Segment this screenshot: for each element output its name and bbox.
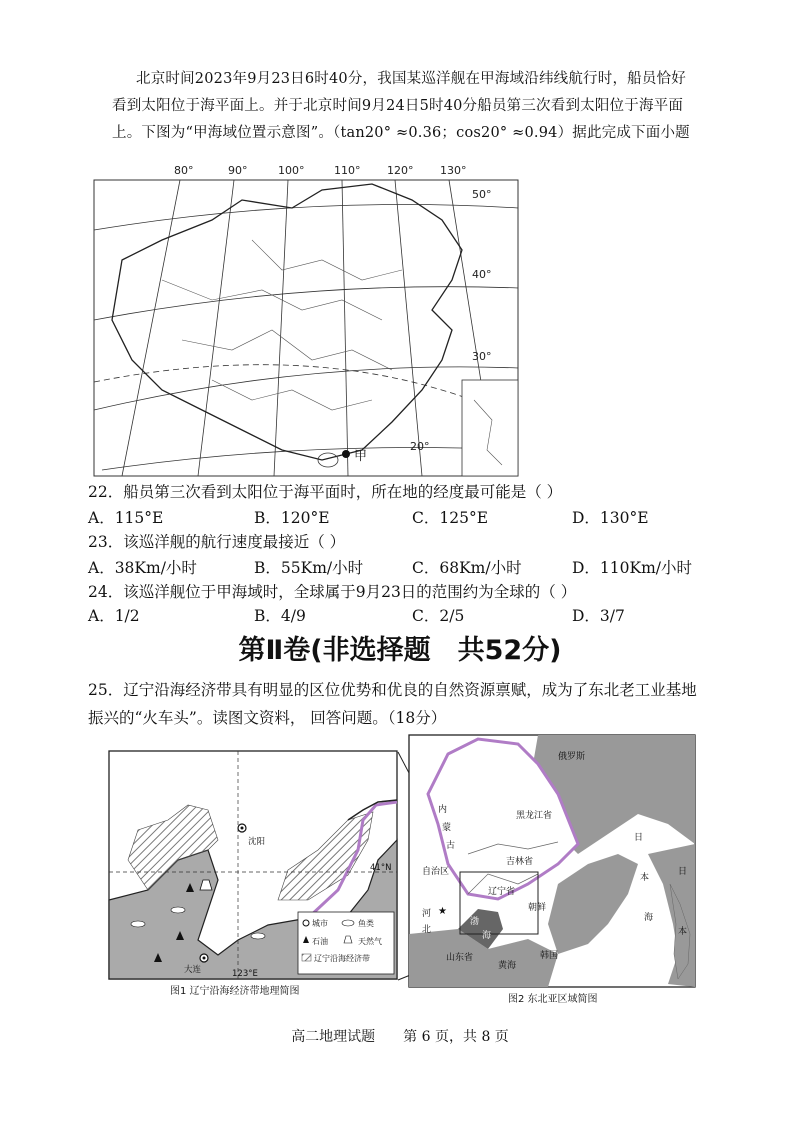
question-25-stem: 25．辽宁沿海经济带具有明显的区位优势和优良的自然资源禀赋，成为了东北老工业基地振兴的“火车头”。读图文资料， 回答问题。（18分） <box>88 681 697 727</box>
legend-gas: 天然气 <box>358 937 382 946</box>
label-heilongjiang: 黑龙江省 <box>516 811 553 821</box>
lat-label-50: 50° <box>472 188 492 201</box>
label-japan-1: 日 <box>678 867 688 877</box>
label-huanghai: 黄海 <box>498 961 517 971</box>
point-jia-label: 甲 <box>354 449 368 464</box>
question-24-option-c[interactable]: C．2/5 <box>412 607 465 625</box>
question-23-option-a[interactable]: A．38Km/小时 <box>88 559 197 577</box>
city-shenyang: 沈阳 <box>248 837 266 847</box>
question-22-option-c[interactable]: C．125°E <box>412 509 489 527</box>
question-24-stem: 24．该巡洋舰位于甲海域时，全球属于9月23日的范围约为全球的（ ） <box>88 583 577 601</box>
question-22-option-b[interactable]: B．120°E <box>254 509 330 527</box>
label-chaoxian: 朝鲜 <box>528 903 547 913</box>
city-dalian: 大连 <box>184 965 202 975</box>
label-sea-of-japan-3: 海 <box>644 913 654 923</box>
legend-belt: 辽宁沿海经济带 <box>314 954 370 963</box>
fig1-caption: 图1 辽宁沿海经济带地理简图 <box>170 986 300 997</box>
question-24-option-a[interactable]: A．1/2 <box>88 607 140 625</box>
label-hebei-1: 河 <box>422 909 432 919</box>
lon-label-110: 110° <box>334 164 361 177</box>
question-24-option-d[interactable]: D．3/7 <box>572 607 625 625</box>
label-neimeng-3: 古 <box>446 841 456 851</box>
lon-label-120: 120° <box>387 164 414 177</box>
label-jilin: 吉林省 <box>506 857 534 867</box>
label-hebei-2: 北 <box>422 925 432 935</box>
lat-label-20: 20° <box>410 440 430 453</box>
legend-oil: 石油 <box>312 937 328 946</box>
question-22-option-d[interactable]: D．130°E <box>572 509 649 527</box>
northeast-asia-map <box>408 734 698 1014</box>
liaoning-coastal-map <box>108 750 398 1000</box>
lat-41n: 41°N <box>370 863 392 873</box>
label-neimeng-4: 自治区 <box>422 867 450 877</box>
page-footer: 高二地理试题 第 6 页，共 8 页 <box>291 1029 509 1045</box>
label-russia: 俄罗斯 <box>558 752 586 762</box>
label-bohai-2: 海 <box>482 931 492 941</box>
label-sea-of-japan-1: 日 <box>634 833 644 843</box>
label-japan-2: 本 <box>678 927 688 937</box>
sea-location-map <box>92 160 522 478</box>
question-23-stem: 23．该巡洋舰的航行速度最接近（ ） <box>88 533 346 551</box>
lat-label-30: 30° <box>472 350 492 363</box>
lon-123e: 123°E <box>232 969 258 979</box>
label-bohai-1: 渤 <box>470 917 480 927</box>
question-22-option-a[interactable]: A．115°E <box>88 509 164 527</box>
label-sea-of-japan-2: 本 <box>640 873 650 883</box>
question-24-option-b[interactable]: B．4/9 <box>254 607 306 625</box>
label-shandong: 山东省 <box>446 953 474 963</box>
legend-fish: 鱼类 <box>358 919 374 928</box>
fig2-caption: 图2 东北亚区域简图 <box>508 994 598 1005</box>
label-neimeng-1: 内 <box>438 805 448 815</box>
label-neimeng-2: 蒙 <box>442 823 452 833</box>
lon-label-90: 90° <box>228 164 248 177</box>
label-hanguo: 韩国 <box>540 951 559 961</box>
question-23-option-d[interactable]: D．110Km/小时 <box>572 559 693 577</box>
capital-star-icon: ★ <box>438 906 447 917</box>
section-title: 第Ⅱ卷(非选择题 共52分) <box>238 635 562 666</box>
question-22-stem: 22．船员第三次看到太阳位于海平面时，所在地的经度最可能是（ ） <box>88 483 563 501</box>
label-liaoning: 辽宁省 <box>488 887 516 897</box>
lat-label-40: 40° <box>472 268 492 281</box>
question-23-option-c[interactable]: C．68Km/小时 <box>412 559 522 577</box>
question-23-option-b[interactable]: B．55Km/小时 <box>254 559 364 577</box>
intro-paragraph: 北京时间2023年9月23日6时40分，我国某巡洋舰在甲海域沿纬线航行时，船员恰好看到太阳位于海平面上。并于北京时间9月24日5时40分船员第三次看到太阳位于海平面上。下图为“甲海域位置示意图”。（tan20° ≈0.36；cos20° ≈0.94）据此完成下面小题 <box>112 71 690 141</box>
legend-city: 城市 <box>312 919 328 928</box>
lon-label-80: 80° <box>174 164 194 177</box>
lon-label-130: 130° <box>440 164 467 177</box>
lon-label-100: 100° <box>278 164 305 177</box>
